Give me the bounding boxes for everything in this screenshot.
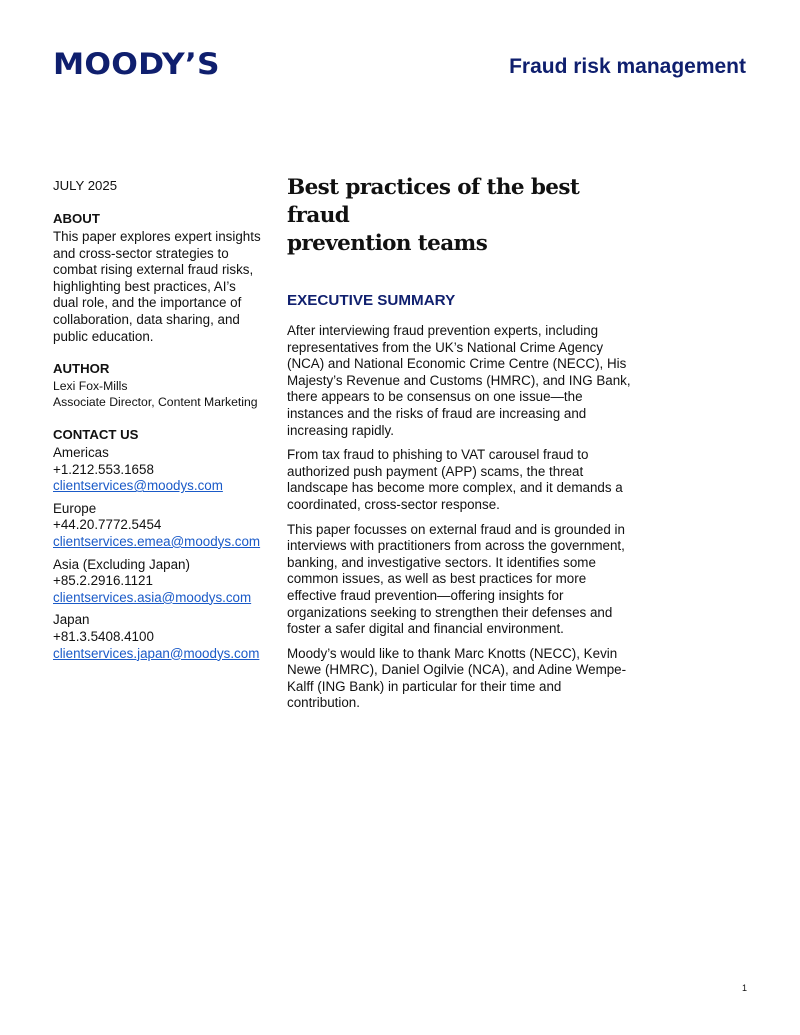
contact-region: Europe — [53, 500, 97, 516]
executive-summary-heading: EXECUTIVE SUMMARY — [287, 292, 456, 309]
contact-region: Japan — [53, 612, 90, 628]
contact-region: Asia (Excluding Japan) — [53, 556, 190, 572]
paragraph-line: From tax fraud to phishing to VAT carousel fraud to — [287, 447, 589, 463]
paragraph-line: Majesty’s Revenue and Customs (HMRC), and ING Bank, — [287, 372, 631, 388]
author-section — [53, 361, 265, 410]
paragraph-line: representatives from the UK’s National Crime Agency — [287, 339, 604, 355]
paragraph-line: Newe (HMRC), Daniel Ogilvie (NCA), and Adine Wempe- — [287, 662, 627, 678]
paragraph-line: effective fraud prevention—offering insights for — [287, 587, 564, 603]
contact-phone: +1.212.553.1658 — [53, 461, 154, 477]
title-line: prevention teams — [287, 231, 488, 256]
contact-phone: +81.3.5408.4100 — [53, 628, 154, 644]
paragraph-line: foster a safer digital and financial environment. — [287, 621, 564, 637]
paragraph-line: organizations seeking to strengthen their defenses and — [287, 604, 613, 620]
paragraph-line: This paper focusses on external fraud and is grounded in — [287, 521, 625, 537]
moodys-logo: MOODY’S — [53, 47, 220, 81]
about-text — [53, 229, 265, 345]
paragraph-line: contribution. — [287, 695, 360, 711]
about-section — [53, 211, 265, 345]
document-title — [287, 174, 632, 258]
about-line: dual role, and the importance of — [53, 295, 242, 311]
contact-section — [53, 427, 265, 662]
about-line: public education. — [53, 328, 154, 344]
contact-region: Americas — [53, 444, 109, 460]
summary-paragraph — [287, 323, 632, 439]
about-line: highlighting best practices, AI’s — [53, 278, 236, 294]
paragraph-line: Moody’s would like to thank Marc Knotts (NECC), Kevin — [287, 645, 618, 661]
paragraph-line: Kalff (ING Bank) in particular for their time and — [287, 678, 562, 694]
paragraph-line: coordinated, cross-sector response. — [287, 496, 500, 512]
about-line: and cross-sector strategies to — [53, 245, 229, 261]
contact-phone: +44.20.7772.5454 — [53, 517, 162, 533]
paragraph-line: instances and the risks of fraud are increasing and — [287, 405, 587, 421]
paragraph-line: interviews with practitioners from across the government, — [287, 538, 625, 554]
section-title: Fraud risk management — [509, 55, 746, 78]
contact-email-link[interactable]: clientservices.japan@moodys.com — [53, 645, 260, 661]
paragraph-line: authorized push payment (APP) scams, the threat — [287, 463, 584, 479]
contact-email-link[interactable]: clientservices.asia@moodys.com — [53, 589, 252, 605]
paragraph-line: banking, and investigative sectors. It identifies some — [287, 554, 596, 570]
author-role: Associate Director, Content Marketing — [53, 394, 258, 409]
paragraph-line: (NCA) and National Economic Crime Centre (NECC), His — [287, 356, 627, 372]
contact-europe — [53, 501, 265, 551]
publication-date: JULY 2025 — [53, 178, 118, 193]
contact-phone: +85.2.2916.1121 — [53, 573, 153, 589]
page-number: 1 — [741, 983, 747, 993]
summary-paragraph — [287, 522, 632, 638]
paragraph-line: increasing rapidly. — [287, 422, 394, 438]
summary-paragraph — [287, 646, 632, 712]
paragraph-line: After interviewing fraud prevention experts, including — [287, 323, 599, 338]
about-line: combat rising external fraud risks, — [53, 262, 254, 278]
about-heading: ABOUT — [53, 211, 100, 226]
contact-heading: CONTACT US — [53, 426, 139, 442]
contact-email-link[interactable]: clientservices.emea@moodys.com — [53, 533, 261, 549]
contact-asia — [53, 557, 265, 607]
paragraph-line: landscape has become more complex, and it demands a — [287, 480, 623, 496]
about-line: This paper explores expert insights — [53, 229, 261, 244]
author-name: Lexi Fox-Mills — [53, 379, 128, 394]
title-line: Best practices of the best fraud — [287, 175, 580, 228]
contact-japan — [53, 612, 265, 662]
paragraph-line: there appears to be consensus on one issue—the — [287, 389, 583, 405]
main-content — [287, 174, 632, 720]
paragraph-line: common issues, as well as best practices for more — [287, 571, 587, 587]
sidebar — [53, 178, 265, 668]
about-line: collaboration, data sharing, and — [53, 311, 240, 327]
summary-paragraph — [287, 447, 632, 513]
contact-americas — [53, 445, 265, 495]
author-heading: AUTHOR — [53, 361, 110, 377]
contact-email-link[interactable]: clientservices@moodys.com — [53, 478, 223, 494]
